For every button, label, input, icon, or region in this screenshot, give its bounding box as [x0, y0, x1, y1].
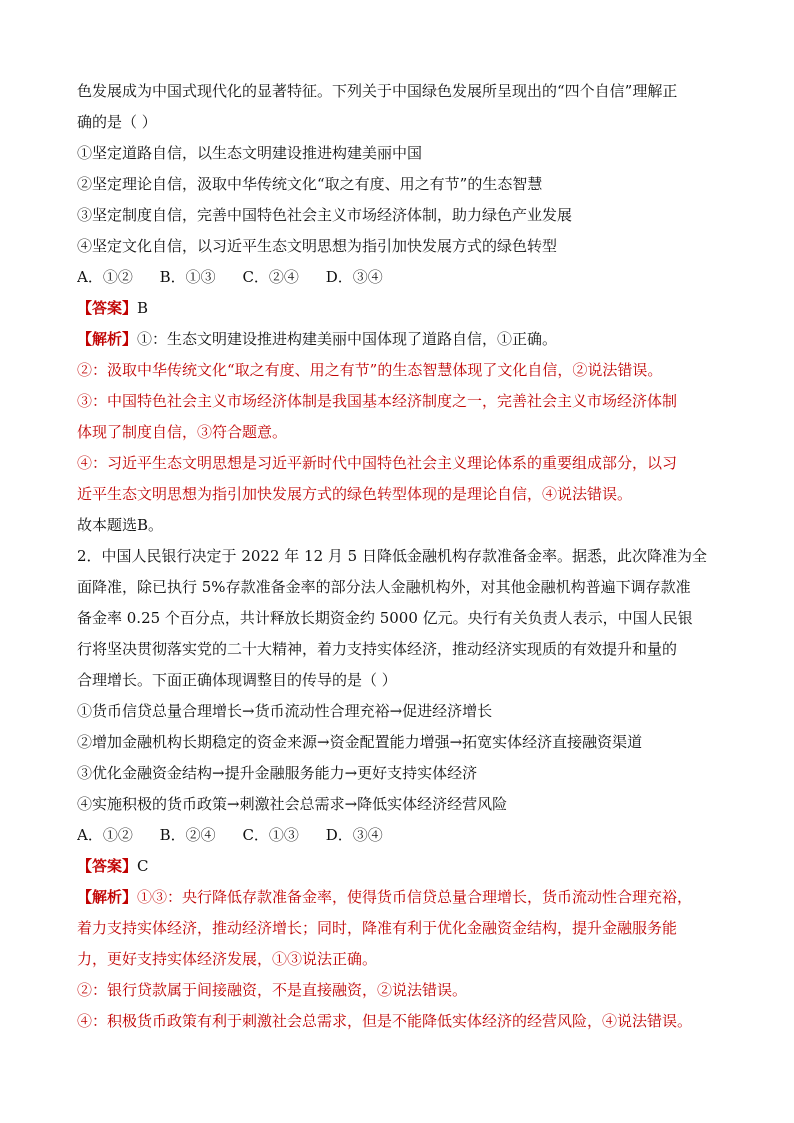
- q2-stem-line-1: 2．中国人民银行决定于 2022 年 12 月 5 日降低金融机构存款准备金率。据悉，此次降准为全: [77, 547, 707, 565]
- q2-statement-2: ②增加金融机构长期稳定的资金来源→资金配置能力增强→拓宽实体经济直接融资渠道: [77, 733, 643, 751]
- q2-option-c: C．①③: [242, 826, 299, 844]
- q1-stem-line-1: 色发展成为中国式现代化的显著特征。下列关于中国绿色发展所呈现出的“四个自信”理解正: [77, 82, 678, 100]
- q1-analysis-line-2: ②：汲取中华传统文化“取之有度、用之有节”的生态智慧体现了文化自信，②说法错误。: [77, 361, 663, 379]
- q2-statement-3: ③优化金融资金结构→提升金融服务能力→更好支持实体经济: [77, 764, 478, 782]
- q2-analysis-text-1: ①③：央行降低存款准备金率，使得货币信贷总量合理增长，货币流动性合理充裕，: [137, 888, 693, 906]
- q1-options: [77, 262, 722, 293]
- q1-statement-4: ④坚定文化自信，以习近平生态文明思想为指引加快发展方式的绿色转型: [77, 237, 558, 255]
- q1-statement-3: ③坚定制度自信，完善中国特色社会主义市场经济体制，助力绿色产业发展: [77, 206, 573, 224]
- q2-analysis-line-4: ②：银行贷款属于间接融资，不是直接融资，②说法错误。: [77, 981, 468, 999]
- page-content: [77, 76, 722, 1037]
- q2-analysis-line-5: ④：积极货币政策有利于刺激社会总需求，但是不能降低实体经济的经营风险，④说法错误。: [77, 1012, 693, 1030]
- q1-statement-2: ②坚定理论自信，汲取中华传统文化“取之有度、用之有节”的生态智慧: [77, 175, 543, 193]
- q2-analysis-line-3: 力，更好支持实体经济发展，①③说法正确。: [77, 950, 378, 968]
- q2-analysis-label: 【解析】: [77, 888, 138, 906]
- q2-options: [77, 820, 722, 851]
- q1-statement-1: ①坚定道路自信，以生态文明建设推进构建美丽中国: [77, 144, 423, 162]
- q1-answer-label: 【答案】: [77, 299, 138, 317]
- q1-analysis-line-4: 体现了制度自信，③符合题意。: [77, 423, 288, 441]
- q1-analysis-line-3: ③：中国特色社会主义市场经济体制是我国基本经济制度之一，完善社会主义市场经济体制: [77, 392, 678, 410]
- q1-analysis-line-5: ④：习近平生态文明思想是习近平新时代中国特色社会主义理论体系的重要组成部分，以习: [77, 454, 678, 472]
- q1-option-c: C．②④: [242, 268, 299, 286]
- q1-conclusion: 故本题选B。: [77, 516, 164, 534]
- q2-option-b: B．②④: [159, 826, 216, 844]
- q2-analysis-line-2: 着力支持实体经济，推动经济增长；同时，降准有利于优化金融资金结构，提升金融服务能: [77, 919, 678, 937]
- q2-stem-line-3: 备金率 0.25 个百分点，共计释放长期资金约 5000 亿元。央行有关负责人表示，中国人民银: [77, 609, 693, 627]
- q1-option-a: A．①②: [77, 268, 133, 286]
- q2-stem-line-4: 行将坚决贯彻落实党的二十大精神，着力支持实体经济，推动经济实现质的有效提升和量的: [77, 640, 678, 658]
- q2-option-d: D．③④: [325, 826, 383, 844]
- q1-analysis-text-1: ①：生态文明建设推进构建美丽中国体现了道路自信，①正确。: [137, 330, 558, 348]
- q2-stem-line-2: 面降准，除已执行 5%存款准备金率的部分法人金融机构外，对其他金融机构普遍下调存款准: [77, 578, 691, 596]
- q1-answer-value: B: [137, 299, 149, 317]
- q1-analysis-line-1: [77, 324, 722, 355]
- q2-answer-value: C: [137, 857, 149, 875]
- q2-statement-1: ①货币信贷总量合理增长→货币流动性合理充裕→促进经济增长: [77, 702, 493, 720]
- q2-answer-label: 【答案】: [77, 857, 138, 875]
- q1-stem-line-2: 确的是（ ）: [77, 113, 157, 131]
- q1-analysis-label: 【解析】: [77, 330, 138, 348]
- q2-answer: [77, 851, 722, 882]
- q2-stem-line-5: 合理增长。下面正确体现调整目的传导的是（ ）: [77, 671, 397, 689]
- q1-option-d: D．③④: [325, 268, 383, 286]
- q2-option-a: A．①②: [77, 826, 133, 844]
- q2-analysis-line-1: [77, 882, 722, 913]
- q1-option-b: B．①③: [159, 268, 216, 286]
- q1-analysis-line-6: 近平生态文明思想为指引加快发展方式的绿色转型体现的是理论自信，④说法错误。: [77, 485, 633, 503]
- q2-statement-4: ④实施积极的货币政策→刺激社会总需求→降低实体经济经营风险: [77, 795, 508, 813]
- q1-answer: [77, 293, 722, 324]
